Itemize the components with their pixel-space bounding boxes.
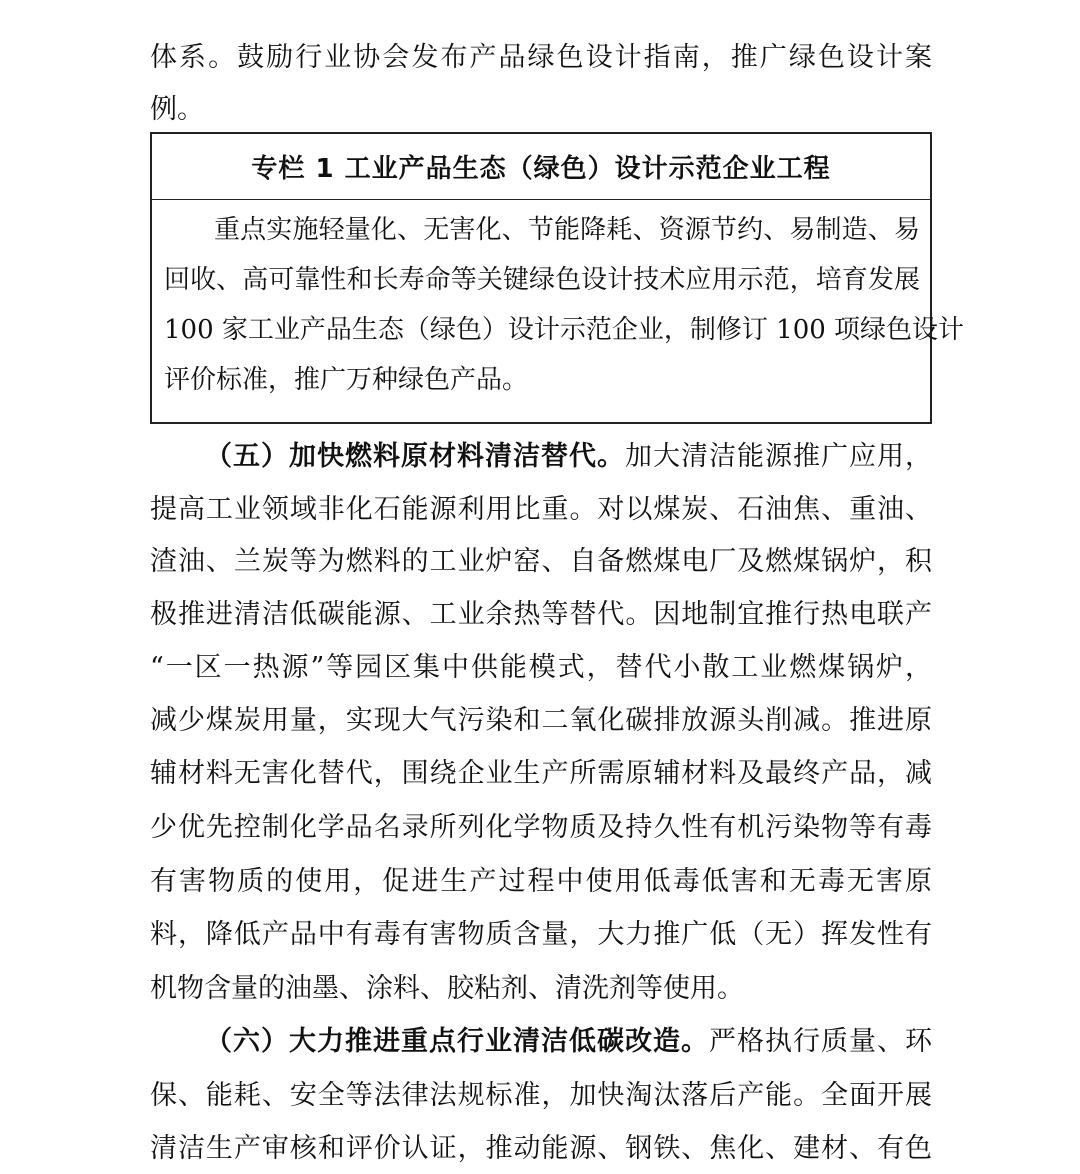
paragraph-line: 减少煤炭用量，实现大气污染和二氧化碳排放源头削减。推进原 [150,705,932,736]
section-six-first-line [205,1026,932,1058]
paragraph-line: 提高工业领域非化石能源利用比重。对以煤炭、石油焦、重油、 [150,494,932,525]
feature-box-line: 评价标准，推广万种绿色产品。 [164,365,529,395]
feature-box-title: 专栏 1 工业产品生态（绿色）设计示范企业工程 [152,134,930,200]
paragraph-line: 渣油、兰炭等为燃料的工业炉窑、自备燃煤电厂及燃煤锅炉，积 [150,546,932,577]
paragraph-line: 体系。鼓励行业协会发布产品绿色设计指南，推广绿色设计案 [150,42,932,73]
section-six-first-line-text: 严格执行质量、环 [709,1026,932,1057]
feature-box-line: 回收、高可靠性和长寿命等关键绿色设计技术应用示范，培育发展 [164,265,920,295]
section-five-first-line [205,441,932,473]
paragraph-line: 辅材料无害化替代，围绕企业生产所需原辅材料及最终产品，减 [150,758,932,789]
feature-box-line: 100 家工业产品生态（绿色）设计示范企业，制修订 100 项绿色设计 [164,315,965,345]
paragraph-line: 例。 [150,94,204,125]
section-five-first-line-text: 加大清洁能源推广应用， [625,441,932,472]
paragraph-line: “一区一热源”等园区集中供能模式，替代小散工业燃煤锅炉， [150,652,932,683]
paragraph-line: 清洁生产审核和评价认证，推动能源、钢铁、焦化、建材、有色 [150,1133,932,1164]
section-six-heading: （六）大力推进重点行业清洁低碳改造。 [205,1026,709,1057]
paragraph-line: 保、能耗、安全等法律法规标准，加快淘汰落后产能。全面开展 [150,1080,932,1111]
paragraph-line: 机物含量的油墨、涂料、胶粘剂、清洗剂等使用。 [150,973,744,1004]
paragraph-line: 极推进清洁低碳能源、工业余热等替代。因地制宜推行热电联产 [150,599,932,630]
paragraph-line: 有害物质的使用，促进生产过程中使用低毒低害和无毒无害原 [150,866,932,897]
section-five-heading: （五）加快燃料原材料清洁替代。 [205,441,625,472]
feature-box-line: 重点实施轻量化、无害化、节能降耗、资源节约、易制造、易 [214,215,920,245]
feature-box [150,132,965,424]
paragraph-line: 料，降低产品中有毒有害物质含量，大力推广低（无）挥发性有 [150,919,932,950]
paragraph-line: 少优先控制化学品名录所列化学物质及持久性有机污染物等有毒 [150,812,932,843]
